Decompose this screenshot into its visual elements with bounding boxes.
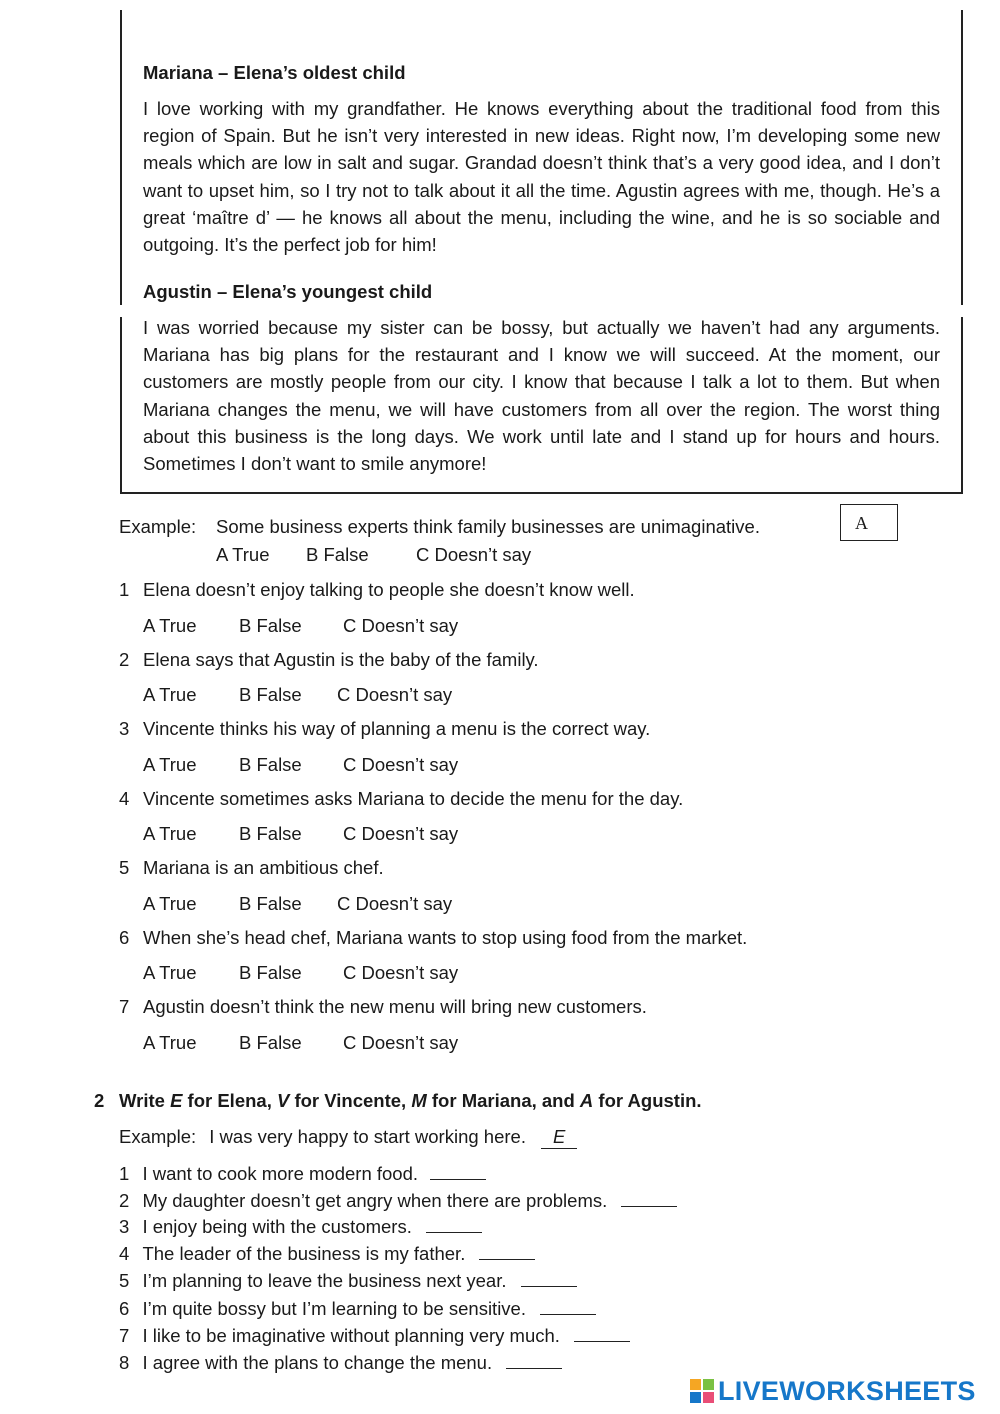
option-a-true[interactable]: A True — [143, 684, 197, 705]
answer-blank[interactable] — [430, 1161, 486, 1180]
ex1-example-option-c: C Doesn’t say — [416, 544, 532, 565]
agustin-heading: Agustin – Elena’s youngest child — [143, 281, 433, 302]
option-b-false[interactable]: B False — [239, 615, 302, 636]
ex1-example-answer: A — [855, 513, 868, 533]
ex2-item-statement: I want to cook more modern food. — [142, 1163, 419, 1184]
ex2-number: 2 — [94, 1090, 105, 1111]
answer-blank[interactable] — [506, 1350, 562, 1369]
liveworksheets-logo — [690, 1376, 976, 1407]
ex1-item-statement: Elena says that Agustin is the baby of the family. — [143, 649, 539, 670]
logo-text: LIVEWORKSHEETS — [718, 1376, 976, 1406]
ex1-item-number: 1 — [119, 579, 130, 600]
ex1-example-option-b: B False — [306, 544, 369, 565]
ex1-item-number: 4 — [119, 788, 130, 809]
ex2-item-statement: I’m planning to leave the business next year. — [142, 1270, 507, 1291]
option-c-doesnt-say[interactable]: C Doesn’t say — [343, 754, 459, 775]
ex2-item-statement: I enjoy being with the customers. — [142, 1216, 412, 1237]
option-a-true[interactable]: A True — [143, 962, 197, 983]
mariana-heading: Mariana – Elena’s oldest child — [143, 62, 406, 83]
ex1-item-number: 3 — [119, 718, 130, 739]
ex1-item-statement: Elena doesn’t enjoy talking to people she doesn’t know well. — [143, 579, 635, 600]
ex2-item-5 — [119, 1268, 577, 1292]
option-a-true[interactable]: A True — [143, 893, 197, 914]
ex2-instruction: Write E for Elena, V for Vincente, M for Mariana, and A for Agustin. — [119, 1090, 702, 1111]
ex2-item-number: 2 — [119, 1190, 130, 1211]
ex2-item-number: 6 — [119, 1298, 130, 1319]
ex2-item-statement: I agree with the plans to change the menu. — [142, 1352, 493, 1373]
ex1-item-statement: Mariana is an ambitious chef. — [143, 857, 384, 878]
option-b-false[interactable]: B False — [239, 823, 302, 844]
box-right-border-bottom — [961, 317, 963, 494]
option-a-true[interactable]: A True — [143, 615, 197, 636]
ex2-item-number: 7 — [119, 1325, 130, 1346]
ex2-item-statement: I’m quite bossy but I’m learning to be sensitive. — [142, 1298, 526, 1319]
ex2-item-8 — [119, 1350, 562, 1374]
liveworksheets-logo-icon — [690, 1379, 714, 1403]
option-b-false[interactable]: B False — [239, 684, 302, 705]
ex1-item-statement: Agustin doesn’t think the new menu will bring new customers. — [143, 996, 647, 1017]
ex2-item-1 — [119, 1161, 486, 1185]
ex1-item-statement: Vincente thinks his way of planning a menu is the correct way. — [143, 718, 651, 739]
box-bottom-border — [120, 492, 963, 494]
ex2-item-number: 1 — [119, 1163, 130, 1184]
ex2-example-label: Example: — [119, 1126, 197, 1147]
box-right-border-top — [961, 10, 963, 305]
ex2-item-statement: My daughter doesn’t get angry when there are problems. — [142, 1190, 608, 1211]
answer-blank[interactable] — [621, 1188, 677, 1207]
ex1-item-number: 6 — [119, 927, 130, 948]
ex1-example-statement: Some business experts think family businesses are unimaginative. — [216, 516, 760, 537]
answer-blank[interactable] — [540, 1296, 596, 1315]
option-a-true[interactable]: A True — [143, 1032, 197, 1053]
ex2-example-answer: E — [541, 1126, 577, 1149]
ex2-example — [119, 1126, 577, 1149]
box-left-border-bottom — [120, 317, 122, 494]
option-b-false[interactable]: B False — [239, 962, 302, 983]
option-c-doesnt-say[interactable]: C Doesn’t say — [343, 823, 459, 844]
ex1-example-answer-box — [840, 504, 898, 541]
ex2-item-number: 5 — [119, 1270, 130, 1291]
option-b-false[interactable]: B False — [239, 893, 302, 914]
ex2-item-number: 4 — [119, 1243, 130, 1264]
ex2-item-2 — [119, 1188, 677, 1212]
ex1-item-number: 7 — [119, 996, 130, 1017]
agustin-paragraph: I was worried because my sister can be bossy, but actually we haven’t had any arguments. Mariana has big plans for the restaurant and I know we will succeed. At the moment, our customers are mostly people from our city. I know that because I talk a lot to them. But when Mariana changes the menu, we will have customers from all over the region. The worst thing about this business is the long days. We work until late and I stand up for hours and hours. Sometimes I don’t want to smile anymore! — [143, 317, 940, 475]
option-b-false[interactable]: B False — [239, 1032, 302, 1053]
ex2-item-6 — [119, 1296, 596, 1320]
option-a-true[interactable]: A True — [143, 754, 197, 775]
option-c-doesnt-say[interactable]: C Doesn’t say — [337, 684, 453, 705]
ex2-item-7 — [119, 1323, 630, 1347]
option-c-doesnt-say[interactable]: C Doesn’t say — [343, 1032, 459, 1053]
ex1-example-option-a: A True — [216, 544, 270, 565]
answer-blank[interactable] — [426, 1214, 482, 1233]
ex1-item-number: 5 — [119, 857, 130, 878]
ex1-item-number: 2 — [119, 649, 130, 670]
answer-blank[interactable] — [479, 1241, 535, 1260]
ex2-item-number: 8 — [119, 1352, 130, 1373]
answer-blank[interactable] — [574, 1323, 630, 1342]
ex1-item-statement: Vincente sometimes asks Mariana to decide the menu for the day. — [143, 788, 684, 809]
ex1-item-statement: When she’s head chef, Mariana wants to stop using food from the market. — [143, 927, 748, 948]
box-left-border-top — [120, 10, 122, 305]
option-c-doesnt-say[interactable]: C Doesn’t say — [343, 962, 459, 983]
mariana-paragraph: I love working with my grandfather. He knows everything about the traditional food from this region of Spain. But he isn’t very interested in new ideas. Right now, I’m developing some new meals which are low in salt and sugar. Grandad doesn’t think that’s a very good idea, and I don’t want to upset him, so I try not to talk about it all the time. Agustin agrees with me, though. He’s a great ‘maître d’ — he knows all about the menu, including the wine, and he is so sociable and outgoing. It’s the perfect job for him! — [143, 98, 940, 256]
ex2-example-statement: I was very happy to start working here. — [209, 1126, 526, 1147]
ex2-item-number: 3 — [119, 1216, 130, 1237]
ex2-item-4 — [119, 1241, 535, 1265]
ex1-example-label: Example: — [119, 516, 197, 537]
answer-blank[interactable] — [521, 1268, 577, 1287]
ex2-item-statement: The leader of the business is my father. — [142, 1243, 466, 1264]
option-b-false[interactable]: B False — [239, 754, 302, 775]
option-a-true[interactable]: A True — [143, 823, 197, 844]
ex2-item-statement: I like to be imaginative without planning very much. — [142, 1325, 560, 1346]
option-c-doesnt-say[interactable]: C Doesn’t say — [337, 893, 453, 914]
option-c-doesnt-say[interactable]: C Doesn’t say — [343, 615, 459, 636]
ex2-item-3 — [119, 1214, 482, 1238]
